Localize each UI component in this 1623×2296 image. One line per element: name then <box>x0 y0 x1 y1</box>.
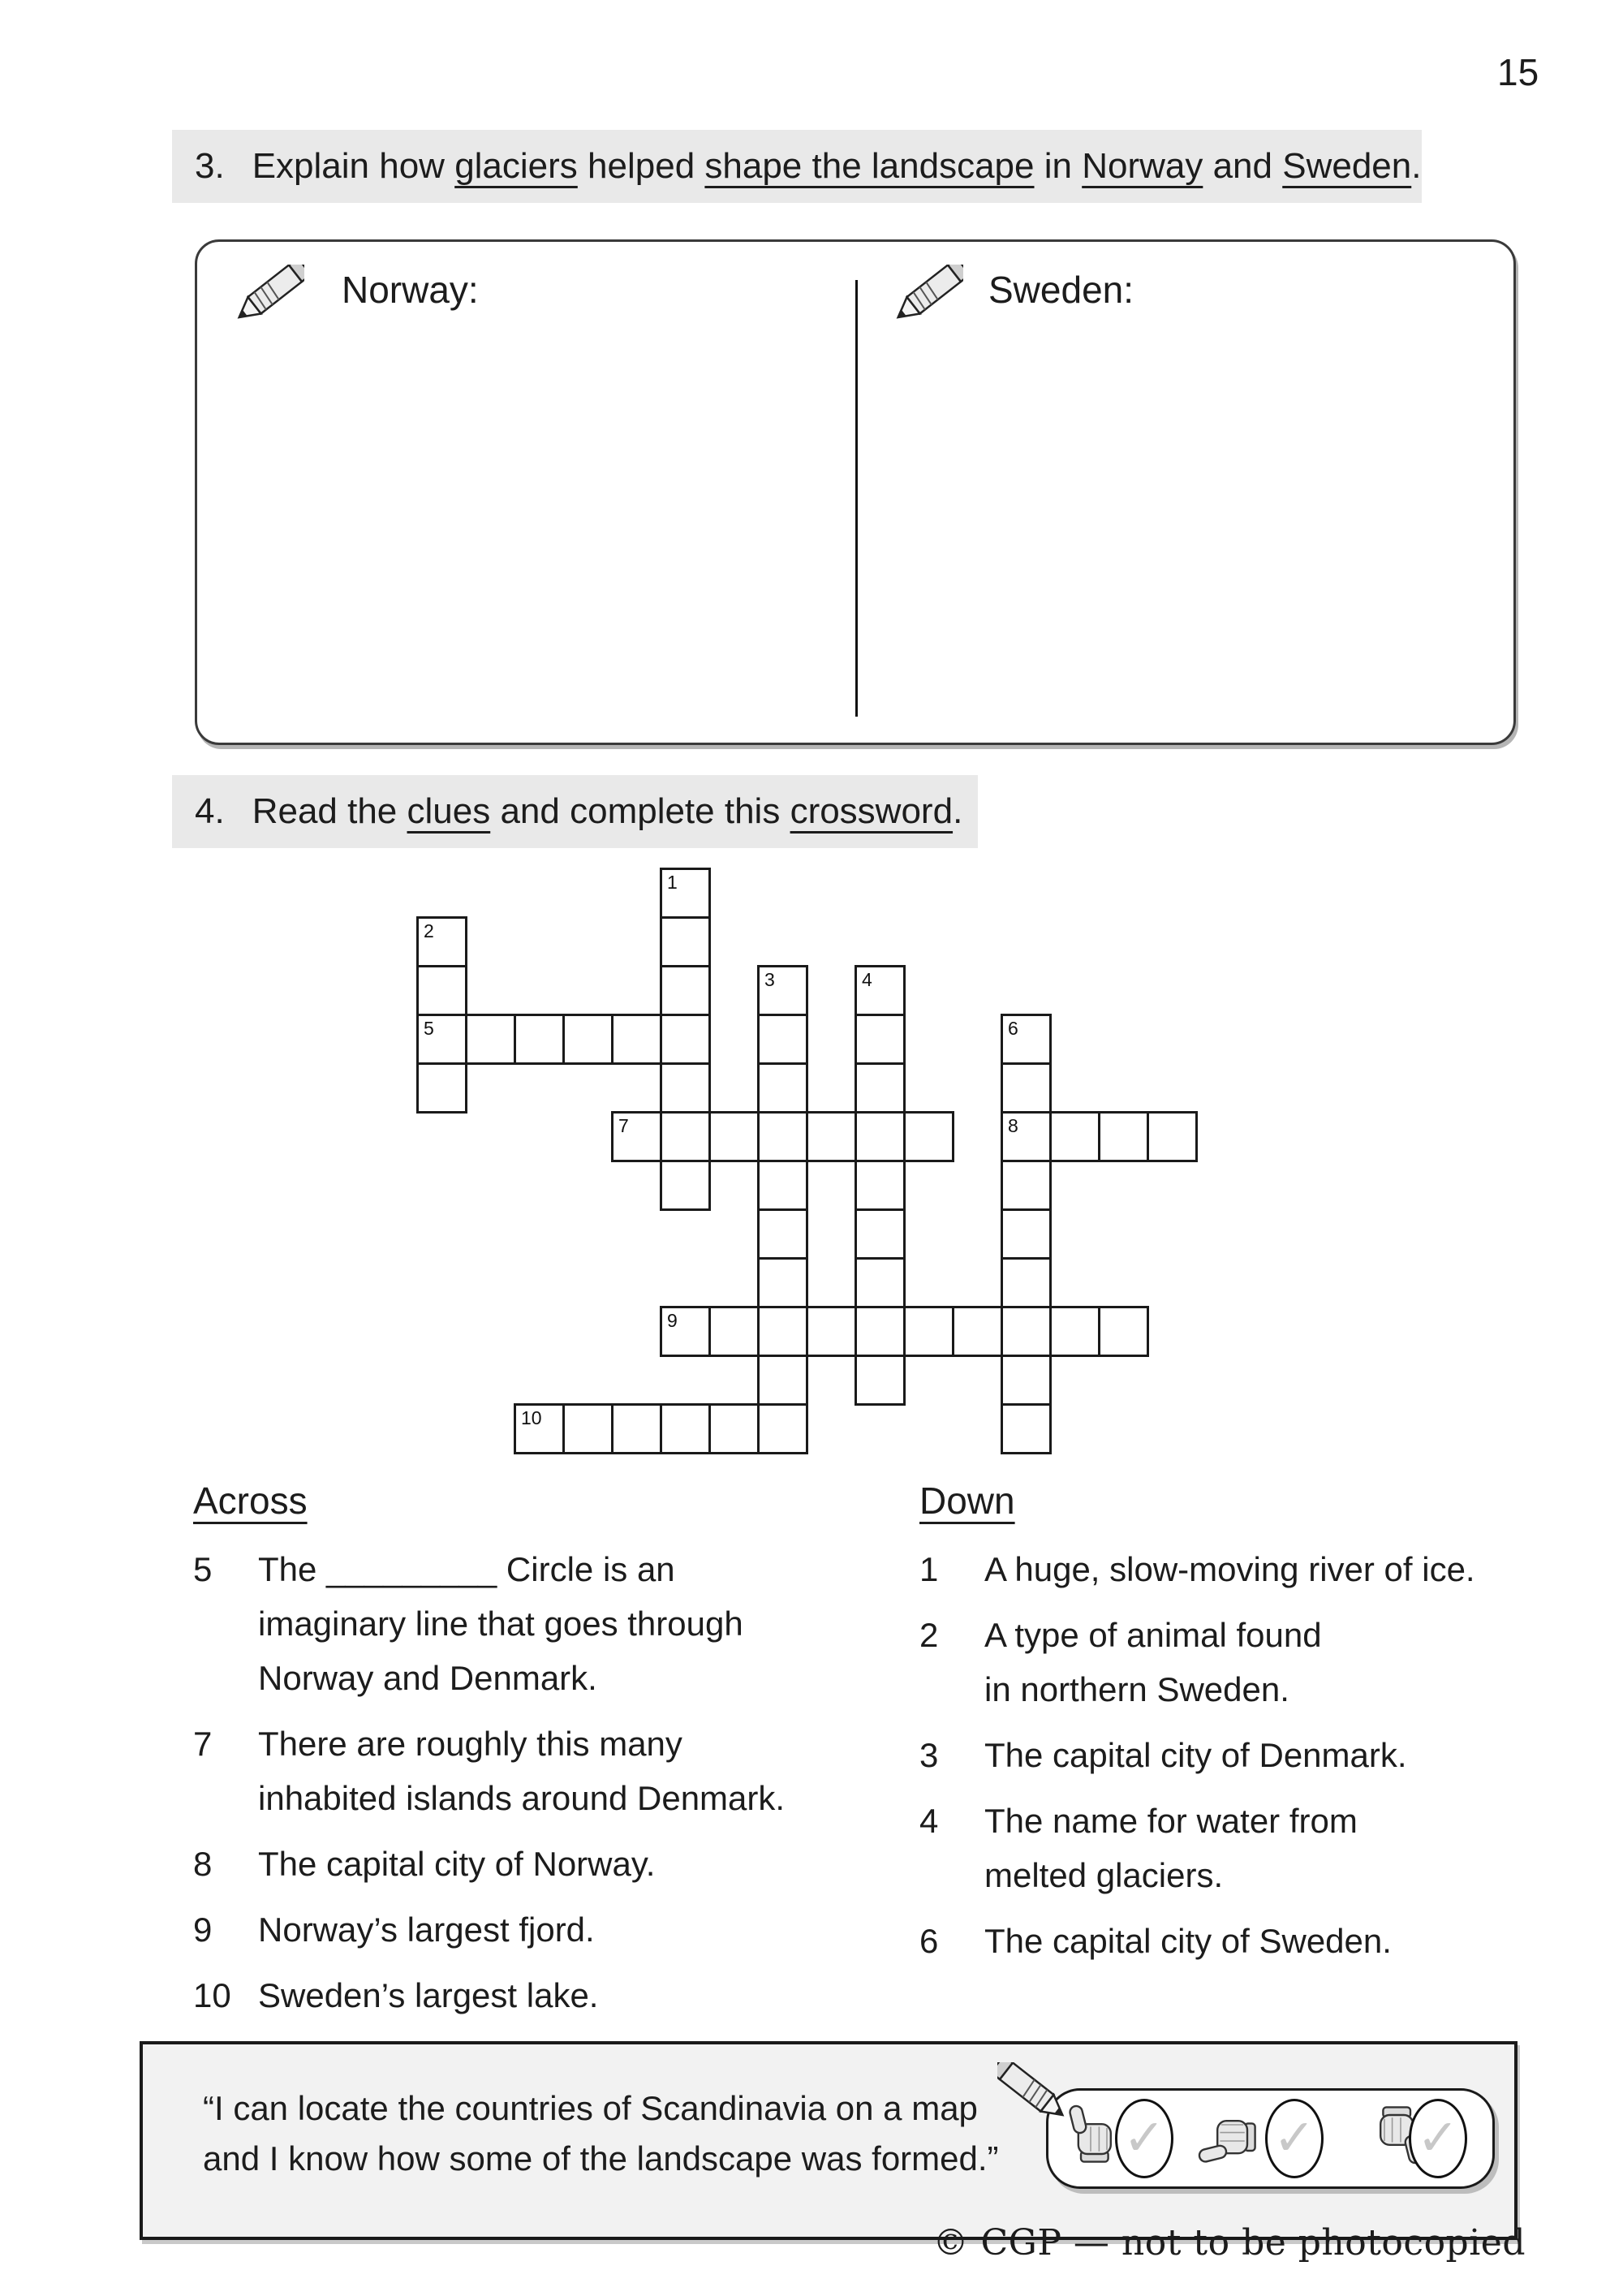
crossword-cell[interactable] <box>1001 1257 1052 1308</box>
check-mark-icon: ✓ <box>1123 2109 1165 2166</box>
crossword-cell[interactable] <box>855 1208 906 1260</box>
clue-text <box>258 1717 785 1825</box>
title-part: glaciers <box>454 146 578 186</box>
crossword-grid <box>416 868 1198 1454</box>
crossword-cell[interactable] <box>952 1306 1003 1357</box>
crossword-cell[interactable] <box>903 1111 954 1162</box>
title-part: and <box>1203 146 1283 186</box>
crossword-cell[interactable] <box>1001 1014 1052 1065</box>
crossword-cell[interactable] <box>660 1306 711 1357</box>
clue-number: 10 <box>193 1976 231 2014</box>
across-clues <box>193 1479 891 2034</box>
crossword-cell[interactable] <box>1001 1306 1052 1357</box>
selfcheck-panel <box>140 2041 1518 2240</box>
clue-number: 5 <box>193 1550 213 1588</box>
crossword-cell[interactable] <box>903 1306 954 1357</box>
clue-text <box>984 1794 1358 1902</box>
crossword-cell[interactable] <box>1001 1160 1052 1211</box>
clue-line: The capital city of Denmark. <box>984 1736 1407 1774</box>
title-part: . <box>1411 146 1422 186</box>
crossword-number: 5 <box>424 1018 434 1039</box>
crossword-cell[interactable] <box>611 1403 662 1454</box>
clue-number: 7 <box>193 1725 213 1763</box>
clue-text <box>258 1902 595 1957</box>
selfcheck-pill <box>1046 2088 1495 2189</box>
crossword-cell[interactable] <box>757 1403 808 1454</box>
crossword-cell[interactable] <box>757 1355 808 1406</box>
pencil-icon <box>997 2062 1082 2127</box>
crossword-cell[interactable] <box>1098 1111 1149 1162</box>
clue-number: 4 <box>919 1802 939 1840</box>
crossword-cell[interactable] <box>708 1306 760 1357</box>
selfcheck-circle-ok[interactable] <box>1265 2099 1324 2178</box>
check-mark-icon: ✓ <box>1417 2109 1459 2166</box>
clue-number: 1 <box>919 1550 939 1588</box>
crossword-number: 1 <box>667 872 678 893</box>
crossword-cell[interactable] <box>757 1062 808 1114</box>
clue-text <box>984 1608 1322 1717</box>
clue-line: A type of animal found <box>984 1616 1322 1654</box>
across-heading: Across <box>193 1480 308 1522</box>
down-clues <box>919 1479 1593 1979</box>
title-part: shape the landscape <box>704 146 1035 186</box>
title-part: and complete this <box>490 791 790 831</box>
crossword-number: 10 <box>521 1407 542 1428</box>
clue-item <box>919 1794 1593 1902</box>
crossword-cell[interactable] <box>1001 1208 1052 1260</box>
crossword-number: 8 <box>1008 1115 1018 1136</box>
clue-line: melted glaciers. <box>984 1856 1224 1894</box>
crossword-cell[interactable] <box>514 1014 565 1065</box>
crossword-cell[interactable] <box>855 1111 906 1162</box>
crossword-cell[interactable] <box>757 965 808 1016</box>
clue-item <box>919 1608 1593 1717</box>
clue-line: inhabited islands around Denmark. <box>258 1779 786 1817</box>
crossword-cell[interactable] <box>855 965 906 1016</box>
title-part: in <box>1034 146 1083 186</box>
selfcheck-circle-poor[interactable] <box>1409 2099 1467 2178</box>
crossword-cell[interactable] <box>1098 1306 1149 1357</box>
crossword-cell[interactable] <box>855 1257 906 1308</box>
selfcheck-quote-line1: “I can locate the countries of Scandinavia on a map <box>203 2089 978 2127</box>
sweden-label: Sweden: <box>988 269 1134 311</box>
question-3-number: 3. <box>195 146 225 186</box>
clue-text <box>258 1968 598 2022</box>
clue-number: 6 <box>919 1922 939 1960</box>
clue-number: 2 <box>919 1616 939 1654</box>
clue-item <box>193 1837 891 1891</box>
title-part: crossword <box>790 791 954 831</box>
title-part: helped <box>577 146 705 186</box>
crossword-cell[interactable] <box>708 1111 760 1162</box>
title-part: . <box>953 791 963 831</box>
crossword-cell[interactable] <box>855 1306 906 1357</box>
crossword-cell[interactable] <box>465 1014 516 1065</box>
crossword-cell[interactable] <box>757 1014 808 1065</box>
check-mark-icon: ✓ <box>1273 2109 1315 2166</box>
crossword-cell[interactable] <box>757 1257 808 1308</box>
thumb-flat-icon <box>1195 2105 1260 2170</box>
clue-text <box>258 1837 655 1891</box>
crossword-cell[interactable] <box>806 1111 857 1162</box>
clue-number: 8 <box>193 1845 213 1883</box>
clue-line: The capital city of Norway. <box>258 1845 656 1883</box>
clue-line: Sweden’s largest lake. <box>258 1976 599 2014</box>
crossword-cell[interactable] <box>660 1111 711 1162</box>
crossword-cell[interactable] <box>416 965 467 1016</box>
crossword-cell[interactable] <box>660 965 711 1016</box>
crossword-cell[interactable] <box>855 1014 906 1065</box>
crossword-cell[interactable] <box>660 1014 711 1065</box>
clue-line: imaginary line that goes through <box>258 1605 743 1643</box>
clue-line: Norway and Denmark. <box>258 1659 597 1697</box>
crossword-cell[interactable] <box>660 1403 711 1454</box>
title-part: clues <box>407 791 491 831</box>
crossword-number: 2 <box>424 920 434 941</box>
clue-line: in northern Sweden. <box>984 1670 1289 1708</box>
crossword-cell[interactable] <box>660 1062 711 1114</box>
crossword-cell[interactable] <box>855 1062 906 1114</box>
clue-number: 3 <box>919 1736 939 1774</box>
crossword-cell[interactable] <box>757 1160 808 1211</box>
crossword-cell[interactable] <box>416 1014 467 1065</box>
clue-text <box>984 1914 1392 1968</box>
question-4-text <box>252 791 963 832</box>
clue-item <box>193 1542 891 1705</box>
crossword-cell[interactable] <box>660 916 711 967</box>
crossword-cell[interactable] <box>1001 1403 1052 1454</box>
answer-box-divider <box>855 280 858 717</box>
crossword-cell[interactable] <box>562 1014 613 1065</box>
crossword-cell[interactable] <box>514 1403 565 1454</box>
norway-answer-area[interactable] <box>205 315 855 721</box>
crossword-cell[interactable] <box>1001 1355 1052 1406</box>
crossword-cell[interactable] <box>1049 1306 1100 1357</box>
clue-line: Norway’s largest fjord. <box>258 1910 595 1949</box>
question-4-bar <box>172 775 978 848</box>
selfcheck-quote-line2: and I know how some of the landscape was formed.” <box>203 2139 999 2178</box>
crossword-cell[interactable] <box>1001 1111 1052 1162</box>
selfcheck-circle-good[interactable] <box>1115 2099 1173 2178</box>
crossword-cell[interactable] <box>757 1306 808 1357</box>
clue-item <box>919 1728 1593 1782</box>
crossword-cell[interactable] <box>416 916 467 967</box>
clue-line: There are roughly this many <box>258 1725 682 1763</box>
clue-line: The _________ Circle is an <box>258 1550 675 1588</box>
title-part: Sweden <box>1282 146 1412 186</box>
question-3-bar <box>172 130 1422 203</box>
crossword-cell[interactable] <box>855 1355 906 1406</box>
clue-item <box>193 1717 891 1825</box>
title-part: Explain how <box>252 146 455 186</box>
question-3-text <box>252 146 1422 187</box>
crossword-number: 3 <box>764 969 775 990</box>
norway-label: Norway: <box>342 269 479 311</box>
clue-number: 9 <box>193 1910 213 1949</box>
clue-text <box>258 1542 743 1705</box>
crossword-cell[interactable] <box>562 1403 613 1454</box>
clue-line: The capital city of Sweden. <box>984 1922 1392 1960</box>
crossword-cell[interactable] <box>611 1014 662 1065</box>
sweden-answer-area[interactable] <box>867 315 1500 721</box>
crossword-cell[interactable] <box>757 1208 808 1260</box>
question-4-number: 4. <box>195 791 225 831</box>
crossword-cell[interactable] <box>416 1062 467 1114</box>
crossword-cell[interactable] <box>660 1160 711 1211</box>
crossword-number: 7 <box>618 1115 629 1136</box>
crossword-cell[interactable] <box>1147 1111 1198 1162</box>
clue-text <box>984 1728 1407 1782</box>
crossword-number: 6 <box>1008 1018 1018 1039</box>
clue-item <box>193 1902 891 1957</box>
crossword-cell[interactable] <box>1001 1062 1052 1114</box>
clue-item <box>919 1914 1593 1968</box>
title-part: Read the <box>252 791 407 831</box>
crossword-cell[interactable] <box>708 1403 760 1454</box>
crossword-number: 4 <box>862 969 872 990</box>
crossword-cell[interactable] <box>611 1111 662 1162</box>
page-number: 15 <box>1497 51 1539 93</box>
down-heading: Down <box>919 1480 1015 1522</box>
title-part: Norway <box>1082 146 1203 186</box>
crossword-cell[interactable] <box>806 1306 857 1357</box>
crossword-cell[interactable] <box>855 1160 906 1211</box>
clue-text <box>984 1542 1475 1596</box>
copyright-footer: © CGP — not to be photocopied <box>932 2222 1526 2264</box>
clue-item <box>193 1968 891 2022</box>
crossword-cell[interactable] <box>660 868 711 919</box>
clue-line: The name for water from <box>984 1802 1358 1840</box>
crossword-cell[interactable] <box>757 1111 808 1162</box>
clue-item <box>919 1542 1593 1596</box>
clue-line: A huge, slow-moving river of ice. <box>984 1550 1475 1588</box>
crossword-number: 9 <box>667 1310 678 1331</box>
crossword-cell[interactable] <box>1049 1111 1100 1162</box>
